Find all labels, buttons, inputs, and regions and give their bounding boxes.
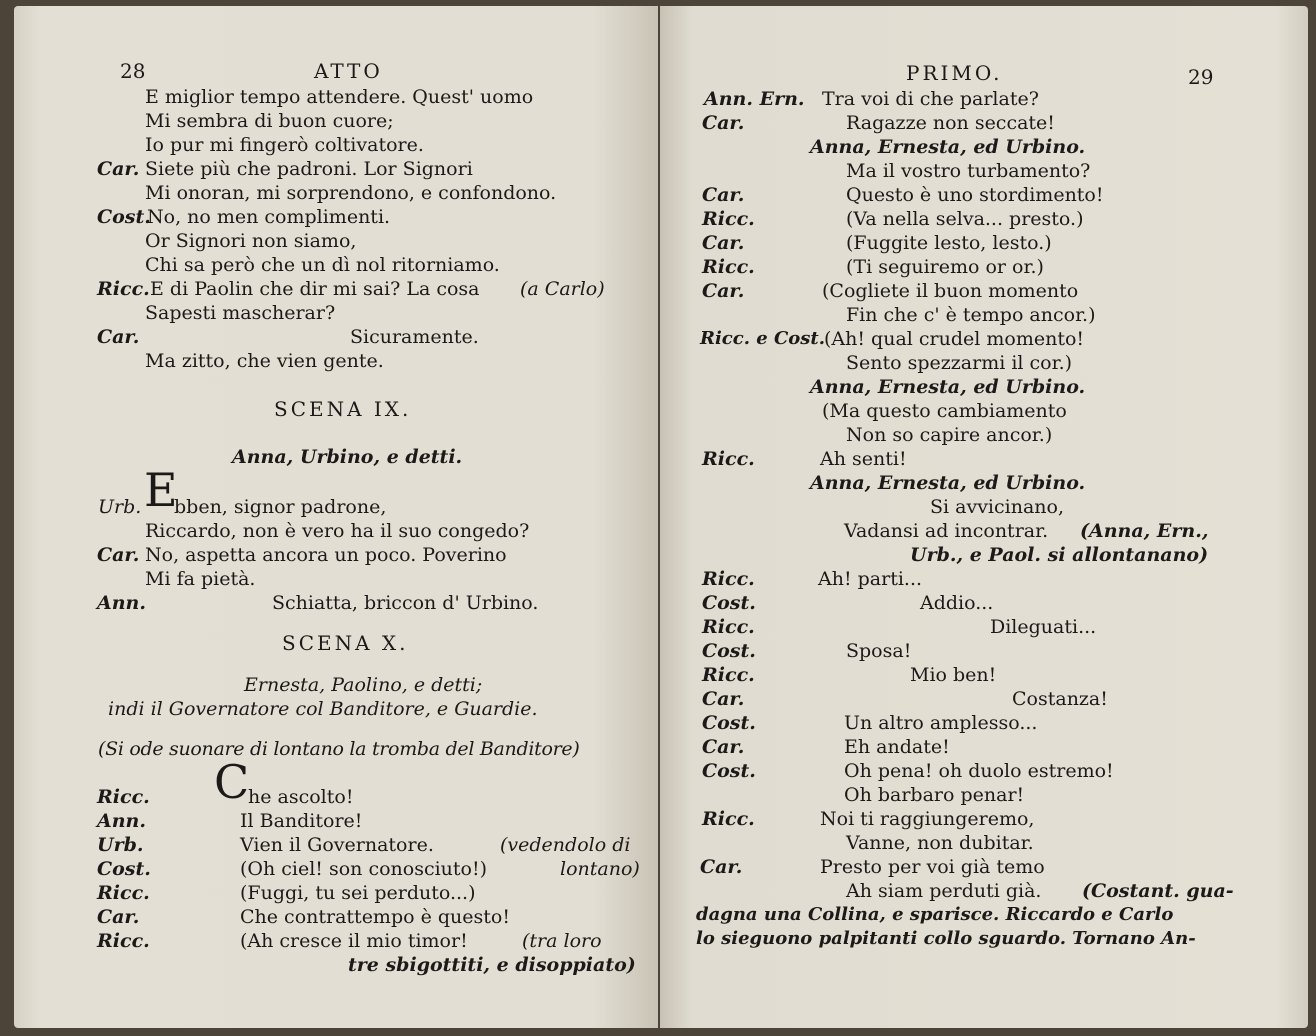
verse-line: Che contrattempo è questo! [240,906,510,928]
verse-line: Siete più che padroni. Lor Signori [145,158,473,180]
verse-line: Ah senti! [820,448,907,470]
chorus-label: Anna, Ernesta, ed Urbino. [810,136,1086,158]
chorus-label: Anna, Ernesta, ed Urbino. [810,376,1086,398]
stage-direction: dagna una Collina, e sparisce. Riccardo e Carlo [696,904,1174,925]
speaker-label: Ann. Ern. [704,88,805,110]
verse-line: (Va nella selva... presto.) [846,208,1084,230]
stage-direction: (a Carlo) [520,278,605,300]
verse-line: Mi fa pietà. [145,568,256,590]
speaker-label: Cost. [702,760,756,782]
speaker-label: Ricc. [702,208,755,230]
speaker-label: Cost. [702,640,756,662]
speaker-label: Urb. [98,496,142,518]
verse-line: (Ma questo cambiamento [822,400,1067,422]
verse-line: Sposa! [846,640,912,662]
verse-line: Mi onoran, mi sorprendono, e confondono. [145,182,557,204]
speaker-label: Car. [702,232,745,254]
left-page [14,6,658,1028]
speaker-label: Ann. [97,592,146,614]
verse-line: (Ah! qual crudel momento! [824,328,1085,350]
stage-direction: tre sbigottiti, e disoppiato) [348,954,636,976]
speaker-label: Urb. [97,834,144,856]
verse-line: Or Signori non siamo, [145,230,357,252]
stage-direction: (vedendolo di [500,834,631,856]
stage-direction: (tra loro [522,930,602,952]
scene-title: SCENA IX. [274,397,412,421]
verse-line: (Cogliete il buon momento [822,280,1079,302]
verse-line: Si avvicinano, [930,496,1065,518]
speaker-label: Car. [702,112,745,134]
verse-line: Ma il vostro turbamento? [846,160,1091,182]
verse-line: Oh pena! oh duolo estremo! [844,760,1114,782]
verse-line: Costanza! [1012,688,1108,710]
scene-cast: indi il Governatore col Banditore, e Guardie. [108,698,538,720]
speaker-label: Ricc. [702,616,755,638]
verse-line: Mi sembra di buon cuore; [145,110,394,132]
speaker-label: Ricc. [97,786,150,808]
verse-line: (Ah cresce il mio timor! [240,930,468,952]
drop-cap: E [144,463,178,517]
speaker-label: Cost. [97,858,151,880]
verse-line: Sicuramente. [350,326,479,348]
verse-line: Vien il Governatore. [240,834,434,856]
verse-line: Eh andate! [844,736,950,758]
verse-line: Oh barbaro penar! [844,784,1025,806]
stage-direction: (Anna, Ern., [1080,520,1209,542]
speaker-label: Car. [702,184,745,206]
stage-direction: lontano) [560,858,640,880]
scene-title: SCENA X. [282,631,409,655]
verse-line: Non so capire ancor.) [846,424,1053,446]
speaker-label: Car. [97,544,140,566]
verse-line: Sento spezzarmi il cor.) [846,352,1073,374]
verse-line: Fin che c' è tempo ancor.) [846,304,1096,326]
verse-line: Io pur mi fingerò coltivatore. [145,134,424,156]
speaker-label: Car. [702,280,745,302]
verse-line: he ascolto! [248,786,354,808]
right-page [660,6,1308,1028]
verse-line: bben, signor padrone, [174,496,387,518]
speaker-label: Ricc. [702,808,755,830]
verse-line: (Fuggi, tu sei perduto...) [240,882,476,904]
verse-line: (Oh ciel! son conosciuto!) [240,858,488,880]
drop-cap: C [214,755,250,809]
verse-line: (Fuggite lesto, lesto.) [846,232,1052,254]
speaker-label: Cost. [702,592,756,614]
speaker-label: Car. [702,736,745,758]
speaker-label: Cost. [702,712,756,734]
scene-cast: Anna, Urbino, e detti. [232,446,463,468]
verse-line: Mio ben! [910,664,997,686]
speaker-label: Ricc. [97,278,150,300]
verse-line: Vadansi ad incontrar. [844,520,1049,542]
verse-line: Un altro amplesso... [844,712,1038,734]
scene-cast: Ernesta, Paolino, e detti; [244,674,483,696]
speaker-label: Car. [702,688,745,710]
running-head: ATTO [314,59,383,83]
page-number: 29 [1188,65,1214,89]
verse-line: Vanne, non dubitar. [846,832,1034,854]
speaker-label: Car. [97,906,140,928]
verse-line: Schiatta, briccon d' Urbino. [272,592,539,614]
speaker-label: Car. [97,158,140,180]
verse-line: Presto per voi già temo [820,856,1045,878]
verse-line: (Ti seguiremo or or.) [846,256,1044,278]
verse-line: No, aspetta ancora un poco. Poverino [145,544,507,566]
verse-line: Ragazze non seccate! [846,112,1055,134]
chorus-label: Anna, Ernesta, ed Urbino. [810,472,1086,494]
speaker-label: Ricc. [97,930,150,952]
verse-line: Dileguati... [990,616,1097,638]
stage-direction: (Costant. gua- [1082,880,1234,902]
speaker-label: Ricc. [702,448,755,470]
speaker-label: Ricc. e Cost. [700,328,826,349]
verse-line: Ah! parti... [818,568,923,590]
verse-line: Ah siam perduti già. [846,880,1042,902]
stage-direction: (Si ode suonare di lontano la tromba del Banditore) [98,738,580,760]
speaker-label: Ricc. [702,568,755,590]
speaker-label: Ann. [97,810,146,832]
verse-line: Chi sa però che un dì nol ritorniamo. [145,254,500,276]
stage-direction: Urb., e Paol. si allontanano) [910,544,1209,566]
speaker-label: Ricc. [97,882,150,904]
speaker-label: Car. [97,326,140,348]
verse-line: Addio... [920,592,994,614]
verse-line: Tra voi di che parlate? [822,88,1039,110]
speaker-label: Cost. [97,206,151,228]
verse-line: Il Banditore! [240,810,363,832]
speaker-label: Car. [700,856,743,878]
speaker-label: Ricc. [702,664,755,686]
verse-line: Questo è uno stordimento! [846,184,1104,206]
running-head: PRIMO. [906,61,1003,85]
verse-line: Riccardo, non è vero ha il suo congedo? [145,520,530,542]
page-number: 28 [120,59,146,83]
verse-line: Noi ti raggiungeremo, [820,808,1035,830]
verse-line: Ma zitto, che vien gente. [145,350,384,372]
stage-direction: lo sieguono palpitanti collo sguardo. Tornano An- [696,928,1196,949]
verse-line: No, no men complimenti. [147,206,391,228]
verse-line: Sapesti mascherar? [145,302,336,324]
verse-line: E di Paolin che dir mi sai? La cosa [150,278,480,300]
speaker-label: Ricc. [702,256,755,278]
verse-line: E miglior tempo attendere. Quest' uomo [145,86,534,108]
